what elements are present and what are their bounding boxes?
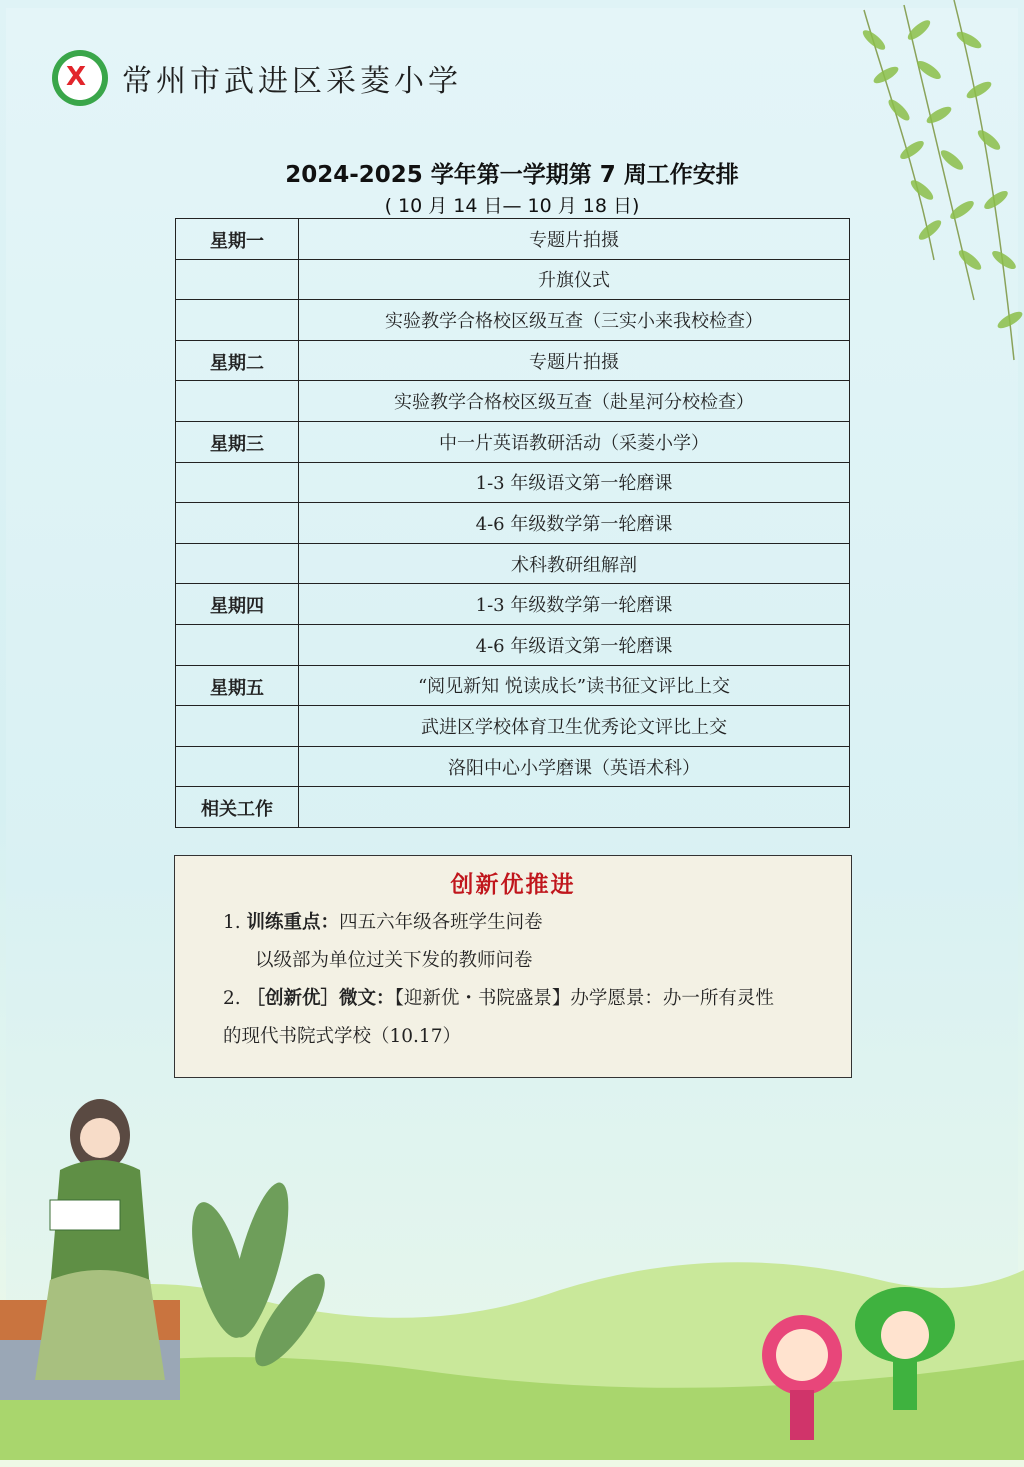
bold-label: 训练重点： (246, 912, 340, 933)
day-cell (176, 503, 299, 544)
panel-line-2: 以级部为单位过关下发的教师问卷 (255, 950, 533, 971)
day-cell: 相关工作 (176, 787, 299, 828)
willow-branch-decoration (824, 0, 1024, 380)
girl-reading-icon (35, 1099, 165, 1380)
table-row (176, 706, 850, 747)
panel-line-4: 的现代书院式学校（10.17） (223, 1026, 461, 1047)
day-cell (176, 462, 299, 503)
logo-mark: X (66, 62, 87, 92)
table-row (176, 421, 850, 462)
table-row (176, 503, 850, 544)
task-cell: 洛阳中心小学磨课（英语术科） (299, 746, 850, 787)
day-cell (176, 543, 299, 584)
table-row (176, 259, 850, 300)
panel-line-3 (223, 984, 774, 1010)
table-row (176, 462, 850, 503)
task-cell: 中一片英语教研活动（采菱小学） (299, 421, 850, 462)
list-number: 1. (223, 912, 241, 933)
table-row (176, 665, 850, 706)
task-cell (299, 787, 850, 828)
table-row (176, 787, 850, 828)
day-cell (176, 381, 299, 422)
panel-line-1 (223, 908, 543, 934)
document-date-range: ( 10 月 14 日— 10 月 18 日) (384, 195, 640, 217)
task-cell: 1-3 年级数学第一轮磨课 (299, 584, 850, 625)
task-cell: 4-6 年级数学第一轮磨课 (299, 503, 850, 544)
task-cell: 1-3 年级语文第一轮磨课 (299, 462, 850, 503)
bold-label: ［创新优］微文： (246, 988, 395, 1009)
task-cell: 术科教研组解剖 (299, 543, 850, 584)
list-number: 2. (223, 988, 241, 1009)
panel-text: 【迎新优・书院盛景】办学愿景：办一所有灵性 (394, 988, 774, 1009)
day-cell: 星期一 (176, 219, 299, 260)
table-row (176, 624, 850, 665)
innovation-panel (174, 855, 852, 1078)
day-cell: 星期二 (176, 340, 299, 381)
task-cell: 升旗仪式 (299, 259, 850, 300)
school-name: 常州市武进区采菱小学 (122, 64, 462, 99)
table-row (176, 543, 850, 584)
day-cell: 星期三 (176, 421, 299, 462)
school-logo (52, 50, 108, 106)
task-cell: 4-6 年级语文第一轮磨课 (299, 624, 850, 665)
task-cell: 武进区学校体育卫生优秀论文评比上交 (299, 706, 850, 747)
table-row (176, 746, 850, 787)
day-cell: 星期四 (176, 584, 299, 625)
day-cell (176, 706, 299, 747)
day-cell (176, 259, 299, 300)
document-title: 2024-2025 学年第一学期第 7 周工作安排 (285, 162, 739, 188)
table-row (176, 340, 850, 381)
task-cell: 实验教学合格校区级互查（赴星河分校检查） (299, 381, 850, 422)
task-cell: 实验教学合格校区级互查（三实小来我校检查） (299, 300, 850, 341)
table-row (176, 381, 850, 422)
task-cell: 专题片拍摄 (299, 340, 850, 381)
task-cell: “阅见新知 悦读成长”读书征文评比上交 (299, 665, 850, 706)
table-row (176, 219, 850, 260)
day-cell (176, 746, 299, 787)
panel-text: 四五六年级各班学生问卷 (339, 912, 543, 933)
table-row (176, 584, 850, 625)
day-cell (176, 624, 299, 665)
day-cell: 星期五 (176, 665, 299, 706)
bottom-scene-illustration (0, 1090, 1024, 1460)
day-cell (176, 300, 299, 341)
task-cell: 专题片拍摄 (299, 219, 850, 260)
table-row (176, 300, 850, 341)
panel-title: 创新优推进 (450, 871, 576, 898)
schedule-table (175, 218, 850, 828)
